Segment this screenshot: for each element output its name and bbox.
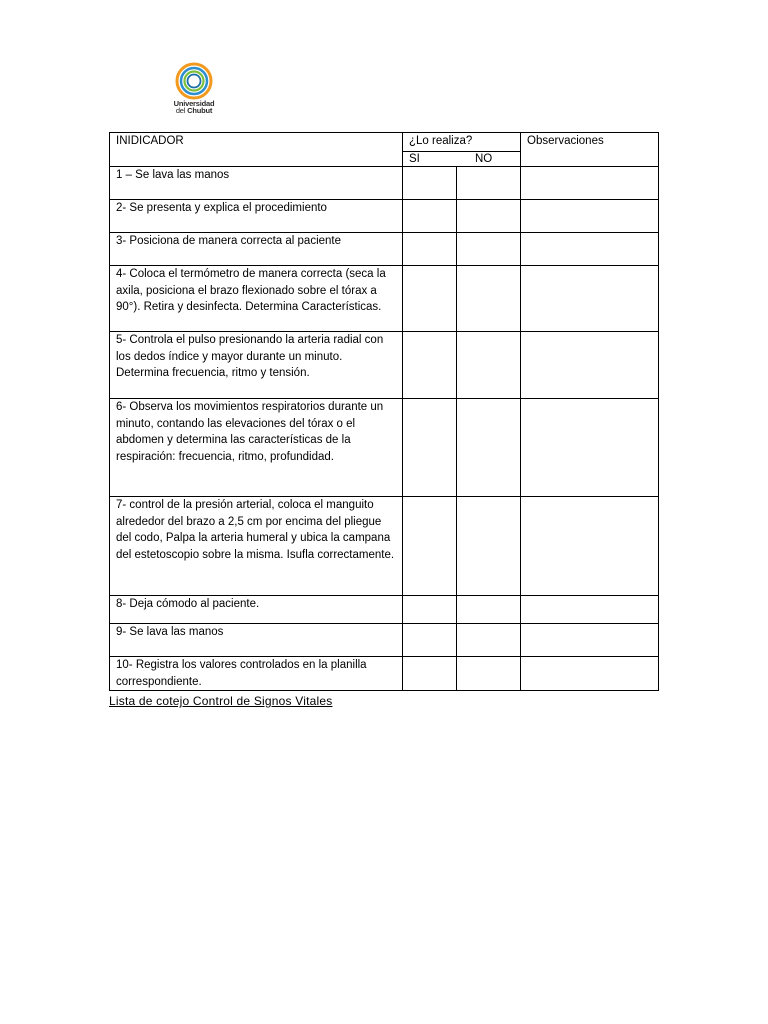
observations-cell[interactable]	[521, 497, 659, 596]
yes-cell[interactable]	[403, 167, 457, 200]
table-row	[110, 596, 659, 624]
checklist-table	[109, 132, 659, 691]
observations-cell[interactable]	[521, 233, 659, 266]
no-cell[interactable]	[457, 266, 521, 332]
logo-line-1: Universidad	[173, 99, 215, 108]
table-row	[110, 266, 659, 332]
logo-line-2-prefix: del	[175, 106, 186, 115]
table-row	[110, 233, 659, 266]
header-row	[110, 133, 659, 152]
indicator-cell: 8- Deja cómodo al paciente.	[110, 596, 403, 624]
table-row	[110, 200, 659, 233]
no-cell[interactable]	[457, 200, 521, 233]
header-performs: ¿Lo realiza?	[403, 133, 521, 152]
indicator-cell: 4- Coloca el termómetro de manera correcta (seca la axila, posiciona el brazo flexionado sobre el tórax a 90°). Retira y desinfecta. Determina Características.	[110, 266, 403, 332]
logo-wordmark	[164, 100, 224, 114]
observations-cell[interactable]	[521, 332, 659, 399]
yes-cell[interactable]	[403, 657, 457, 691]
yes-cell[interactable]	[403, 596, 457, 624]
yes-cell[interactable]	[403, 266, 457, 332]
indicator-cell: 2- Se presenta y explica el procedimiento	[110, 200, 403, 233]
yes-cell[interactable]	[403, 399, 457, 497]
indicator-cell: 3- Posiciona de manera correcta al paciente	[110, 233, 403, 266]
no-cell[interactable]	[457, 497, 521, 596]
table-row	[110, 497, 659, 596]
observations-cell[interactable]	[521, 167, 659, 200]
yes-cell[interactable]	[403, 233, 457, 266]
indicator-cell: 9- Se lava las manos	[110, 624, 403, 657]
no-cell[interactable]	[457, 624, 521, 657]
indicator-cell: 10- Registra los valores controlados en la planilla correspondiente.	[110, 657, 403, 691]
table-row	[110, 167, 659, 200]
no-cell[interactable]	[457, 233, 521, 266]
indicator-cell: 5- Controla el pulso presionando la arteria radial con los dedos índice y mayor durante un minuto. Determina frecuencia, ritmo y tensión.	[110, 332, 403, 399]
logo-line-2	[164, 107, 224, 114]
no-cell[interactable]	[457, 596, 521, 624]
observations-cell[interactable]	[521, 399, 659, 497]
indicator-cell: 1 – Se lava las manos	[110, 167, 403, 200]
no-cell[interactable]	[457, 167, 521, 200]
table-row	[110, 399, 659, 497]
observations-cell[interactable]	[521, 200, 659, 233]
header-indicator: INIDICADOR	[110, 133, 403, 167]
header-observations: Observaciones	[521, 133, 659, 167]
logo-line-2-bold: Chubut	[187, 106, 213, 115]
indicator-cell: 7- control de la presión arterial, coloca el manguito alrededor del brazo a 2,5 cm por encima del pliegue del codo, Palpa la arteria humeral y ubica la campana del estetoscopio sobre la misma. Isufla correctamente.	[110, 497, 403, 596]
table-caption: Lista de cotejo Control de Signos Vitales	[109, 694, 333, 708]
yes-cell[interactable]	[403, 200, 457, 233]
logo-rings-icon	[173, 61, 215, 101]
header-no: NO	[475, 153, 493, 165]
yes-cell[interactable]	[403, 624, 457, 657]
observations-cell[interactable]	[521, 657, 659, 691]
observations-cell[interactable]	[521, 624, 659, 657]
table-row	[110, 657, 659, 691]
table-row	[110, 624, 659, 657]
no-cell[interactable]	[457, 399, 521, 497]
yes-cell[interactable]	[403, 332, 457, 399]
university-logo	[108, 43, 278, 127]
observations-cell[interactable]	[521, 596, 659, 624]
table-row	[110, 332, 659, 399]
no-cell[interactable]	[457, 332, 521, 399]
header-yes-no	[403, 152, 521, 167]
indicator-cell: 6- Observa los movimientos respiratorios durante un minuto, contando las elevaciones del tórax o el abdomen y determina las características de la respiración: frecuencia, ritmo, profundidad.	[110, 399, 403, 497]
header-yes: SI	[409, 153, 420, 165]
observations-cell[interactable]	[521, 266, 659, 332]
yes-cell[interactable]	[403, 497, 457, 596]
no-cell[interactable]	[457, 657, 521, 691]
